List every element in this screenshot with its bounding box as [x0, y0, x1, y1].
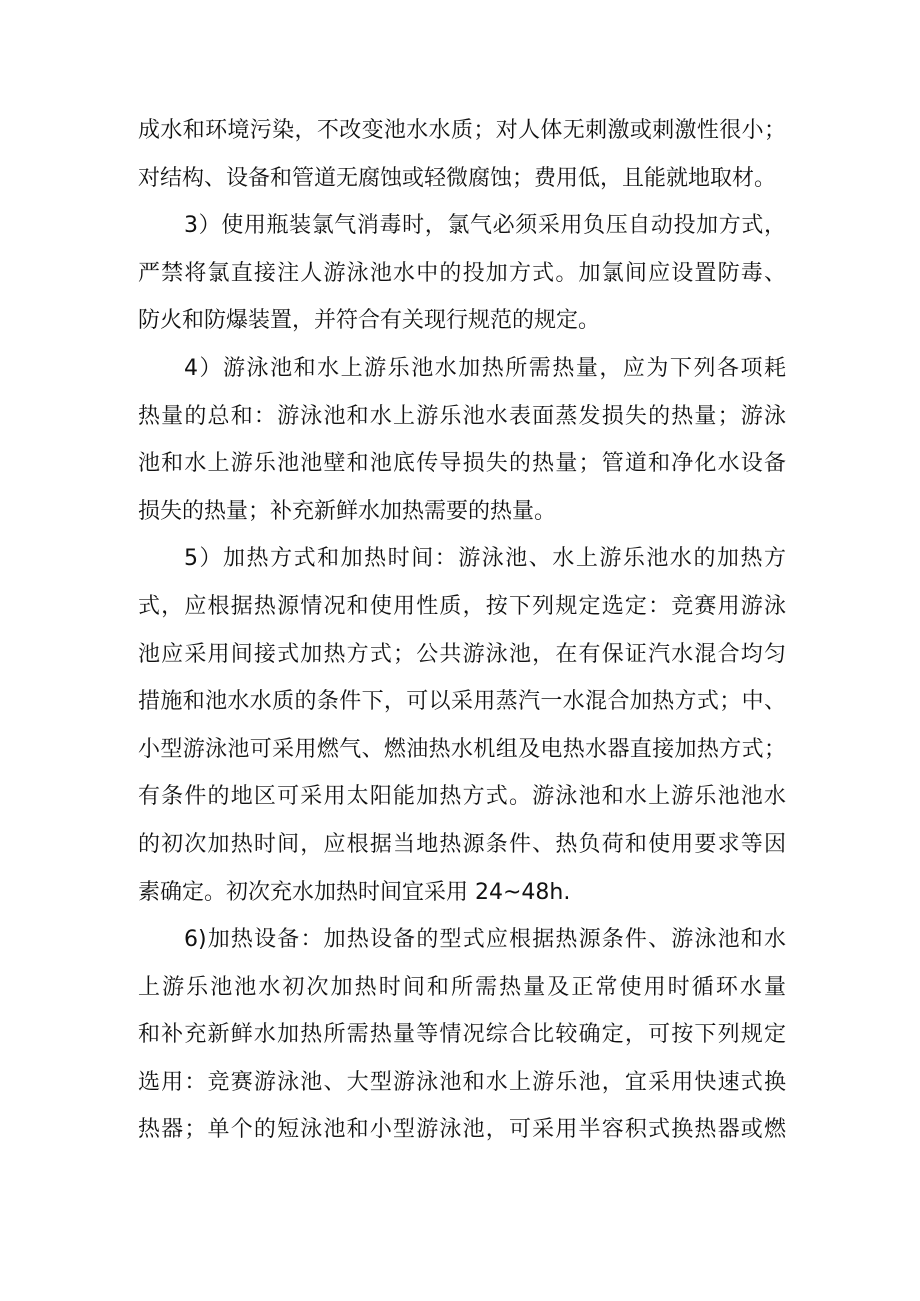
text-line: 3）使用瓶装氯气消毒时，氯气必须采用负压自动投加方式，	[184, 213, 786, 239]
text-line: 损失的热量；补充新鲜水加热需要的热量。	[138, 498, 557, 524]
text-line: 防火和防爆装置，并符合有关现行规范的规定。	[138, 308, 601, 334]
text-line: 池和水上游乐池池壁和池底传导损失的热量；管道和净化水设备	[138, 451, 786, 477]
text-line: 成水和环境污染，不改变池水水质；对人体无刺激或刺激性很小；	[138, 118, 786, 143]
paragraph-disinfectant-requirements	[138, 107, 786, 202]
text-line: 有条件的地区可采用太阳能加热方式。游泳池和水上游乐池池水	[138, 784, 786, 810]
text-line: 措施和池水水质的条件下，可以采用蒸汽一水混合加热方式；中、	[138, 689, 786, 715]
text-line: 4）游泳池和水上游乐池水加热所需热量，应为下列各项耗	[184, 355, 786, 381]
text-line: 对结构、设备和管道无腐蚀或轻微腐蚀；费用低，且能就地取材。	[138, 165, 777, 191]
text-line: 热量的总和：游泳池和水上游乐池水表面蒸发损失的热量；游泳	[138, 403, 786, 429]
text-line: 小型游泳池可采用燃气、燃油热水机组及电热水器直接加热方式；	[138, 736, 786, 762]
text-line: 素确定。初次充水加热时间宜采用 24~48h.	[138, 879, 571, 905]
text-line: 式，应根据热源情况和使用性质，按下列规定选定：竞赛用游泳	[138, 593, 786, 619]
text-line: 6)加热设备：加热设备的型式应根据热源条件、游泳池和水	[184, 927, 786, 953]
paragraph-item-3-chlorine	[138, 202, 786, 345]
text-line: 严禁将氯直接注人游泳池水中的投加方式。加氯间应设置防毒、	[138, 260, 786, 286]
text-line: 热器；单个的短泳池和小型游泳池，可采用半容积式换热器或燃	[138, 1117, 786, 1143]
text-line: 池应采用间接式加热方式；公共游泳池，在有保证汽水混合均匀	[138, 641, 786, 667]
text-line: 上游乐池池水初次加热时间和所需热量及正常使用时循环水量	[138, 974, 786, 1000]
text-line: 5）加热方式和加热时间：游泳池、水上游乐池水的加热方	[184, 546, 786, 572]
paragraph-item-4-heat-demand	[138, 345, 786, 535]
text-line: 的初次加热时间，应根据当地热源条件、热负荷和使用要求等因	[138, 831, 786, 857]
paragraph-item-6-heating-equipment	[138, 916, 786, 1154]
text-line: 和补充新鲜水加热所需热量等情况综合比较确定，可按下列规定	[138, 1022, 786, 1048]
body-text	[138, 107, 786, 1154]
text-line: 选用：竞赛游泳池、大型游泳池和水上游乐池，宜采用快速式换	[138, 1069, 786, 1095]
paragraph-item-5-heating-method	[138, 535, 786, 916]
